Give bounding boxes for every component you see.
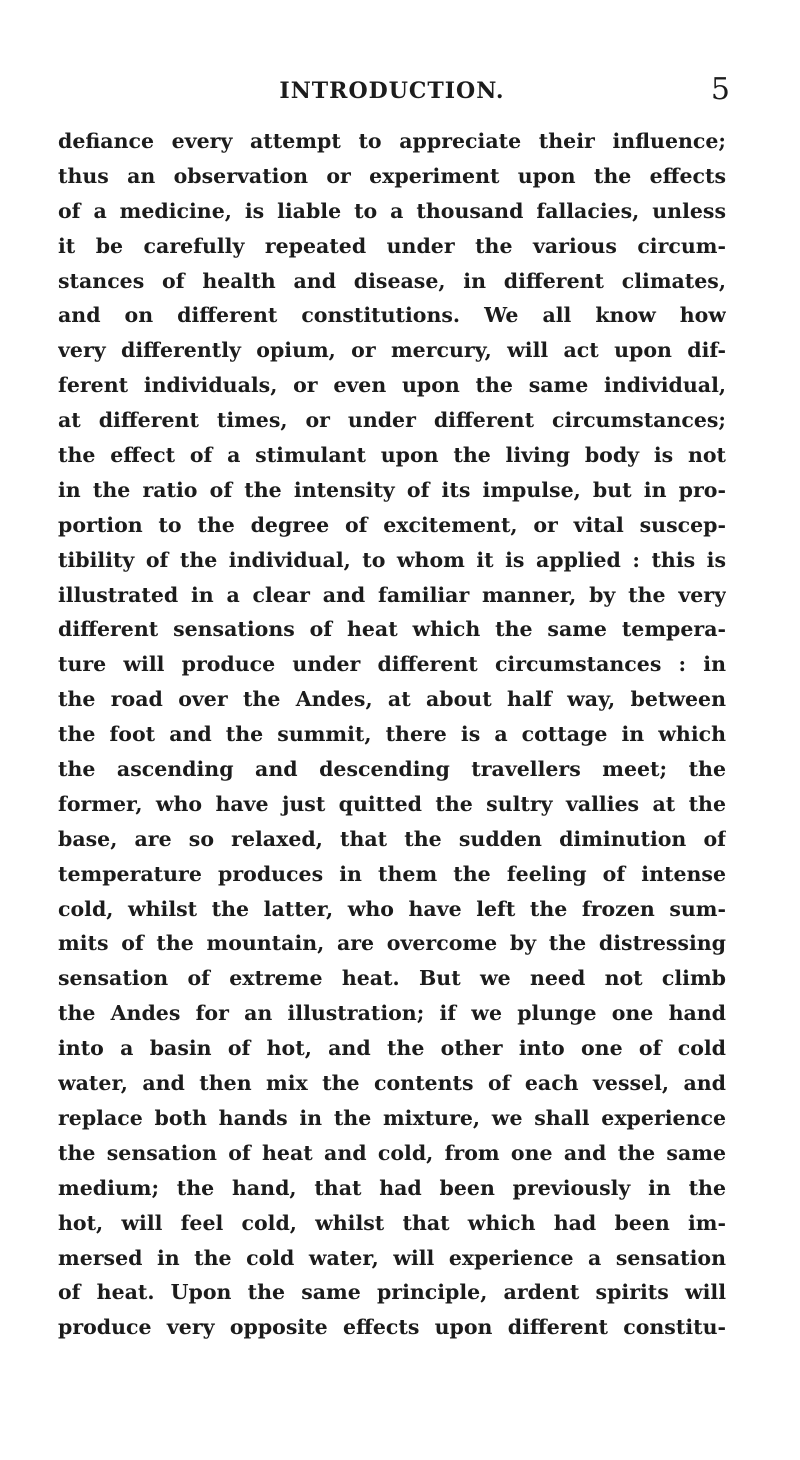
text-line: portion to the degree of excitement, or vital suscep- <box>58 512 726 537</box>
text-line: the effect of a stimulant upon the living body is not <box>58 443 726 468</box>
text-line: tibility of the individual, to whom it is applied : this is <box>58 547 726 572</box>
text-line: base, are so relaxed, that the sudden diminution of <box>58 826 726 851</box>
text-line: ferent individuals, or even upon the same individual, <box>58 373 726 398</box>
text-line: produce very opposite effects upon different constitu- <box>58 1315 726 1340</box>
text-line: at different times, or under different circumstances; <box>58 408 726 433</box>
text-line: illustrated in a clear and familiar manner, by the very <box>58 582 726 607</box>
body-text <box>58 124 726 1345</box>
text-line: medium; the hand, that had been previously in the <box>58 1175 726 1200</box>
text-line: mersed in the cold water, will experience a sensation <box>58 1245 726 1270</box>
text-line: the ascending and descending travellers meet; the <box>58 757 726 782</box>
text-line: former, who have just quitted the sultry vallies at the <box>58 791 726 816</box>
text-line: of a medicine, is liable to a thousand fallacies, unless <box>58 198 726 223</box>
running-title: INTRODUCTION. <box>279 78 505 104</box>
text-line: the sensation of heat and cold, from one and the same <box>58 1140 726 1165</box>
running-head <box>58 72 730 112</box>
text-line: it be carefully repeated under the various circum- <box>58 233 726 258</box>
text-line: water, and then mix the contents of each vessel, and <box>58 1071 726 1096</box>
text-line: of heat. Upon the same principle, ardent spirits will <box>58 1280 726 1305</box>
text-line: defiance every attempt to appreciate their influence; <box>58 129 726 153</box>
text-line: very differently opium, or mercury, will act upon dif- <box>58 338 726 363</box>
page-number: 5 <box>710 72 730 107</box>
text-line: in the ratio of the intensity of its impulse, but in pro- <box>58 477 726 502</box>
text-line: temperature produces in them the feeling of intense <box>58 861 726 886</box>
text-line: stances of health and disease, in different climates, <box>58 268 726 293</box>
text-line: and on different constitutions. We all know how <box>58 303 726 328</box>
text-line: ture will produce under different circumstances : in <box>58 652 726 677</box>
text-line: the Andes for an illustration; if we plunge one hand <box>58 1001 726 1026</box>
text-line: mits of the mountain, are overcome by the distressing <box>58 931 726 956</box>
text-line: sensation of extreme heat. But we need not climb <box>58 966 726 991</box>
text-line: hot, will feel cold, whilst that which had been im- <box>58 1210 726 1235</box>
text-line: replace both hands in the mixture, we shall experience <box>58 1105 726 1130</box>
text-line: different sensations of heat which the same tempera- <box>58 617 726 642</box>
text-line: the foot and the summit, there is a cottage in which <box>58 722 726 747</box>
text-line: the road over the Andes, at about half way, between <box>58 687 726 712</box>
text-line: thus an observation or experiment upon the effects <box>58 163 726 188</box>
text-line: cold, whilst the latter, who have left the frozen sum- <box>58 896 726 921</box>
text-line: into a basin of hot, and the other into one of cold <box>58 1036 726 1061</box>
